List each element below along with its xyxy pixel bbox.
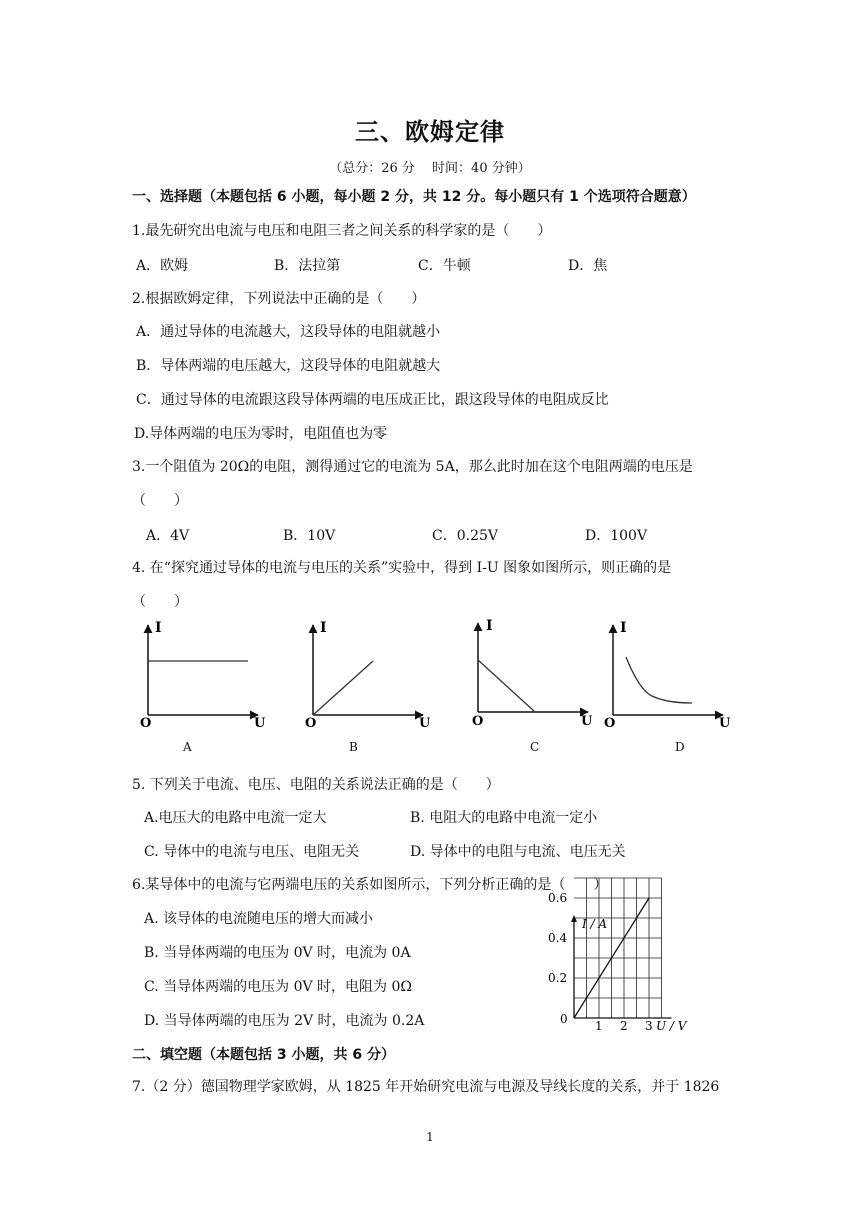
question-3-stem: 3.一个阻值为 20Ω的电阻，测得通过它的电流为 5A，那么此时加在这个电阻两端的电压是: [132, 459, 693, 475]
x-axis-label: U: [719, 716, 731, 731]
graph-b-line: [313, 661, 373, 715]
question-4-stem: 4. 在“探究通过导体的电流与电压的关系”实验中，得到 I-U 图象如图所示，则正确的是: [132, 560, 672, 576]
graph-c-line: [478, 660, 535, 712]
q1-option-a: A．欧姆: [136, 258, 189, 274]
graph-d-curve: [626, 657, 692, 703]
chart-x-tick-label: 3: [645, 1019, 653, 1033]
chart-y-axis-label: I / A: [582, 917, 608, 931]
y-axis-label: I: [486, 618, 493, 634]
chart-x-tick-label: 2: [620, 1019, 628, 1033]
q5-option-c: C. 导体中的电流与电压、电阻无关: [144, 844, 360, 860]
q3-option-c: C．0.25V: [432, 528, 498, 544]
graph-label-d: D: [675, 740, 685, 754]
q4-graph-b: [305, 620, 431, 731]
q3-option-a: A．4V: [146, 528, 190, 544]
section-heading-fill: 二、填空题（本题包括 3 小题，共 6 分）: [132, 1047, 395, 1063]
section-heading-choice: 一、选择题（本题包括 6 小题，每小题 2 分，共 12 分。每小题只有 1 个选项符合题意）: [132, 189, 696, 205]
q1-option-c: C．牛顿: [418, 258, 471, 274]
q6-chart: [540, 891, 700, 1034]
origin-label: O: [140, 716, 152, 731]
q2-option-d: D.导体两端的电压为零时，电阻值也为零: [134, 426, 388, 442]
graph-label-c: C: [530, 740, 540, 754]
x-axis-label: U: [419, 716, 431, 731]
graph-label-a: A: [183, 740, 192, 754]
q2-option-a: A．通过导体的电流越大，这段导体的电阻就越小: [136, 324, 441, 340]
q6-option-c: C. 当导体两端的电压为 0V 时，电阻为 0Ω: [144, 979, 412, 995]
q5-option-a: A.电压大的电路中电流一定大: [144, 810, 327, 826]
q4-graph-c: [472, 618, 593, 729]
q2-option-c: C．通过导体的电流跟这段导体两端的电压成正比，跟这段导体的电阻成反比: [136, 392, 609, 408]
y-axis-label: I: [155, 620, 162, 636]
q1-option-b: B．法拉第: [274, 258, 341, 274]
origin-label: O: [305, 716, 317, 731]
graph-label-b: B: [349, 740, 358, 754]
q1-option-d: D．焦: [568, 258, 608, 274]
question-7-stem: 7.（2 分）德国物理学家欧姆，从 1825 年开始研究电流与电源及导线长度的关系，并于 1826: [132, 1079, 720, 1095]
question-1-stem: 1.最先研究出电流与电压和电阻三者之间关系的科学家的是（ ）: [132, 223, 552, 239]
page-title: 三、欧姆定律: [355, 118, 505, 146]
q4-graph-a: [140, 620, 266, 731]
chart-origin-label: 0: [560, 1012, 568, 1026]
chart-y-tick-label: 0.4: [548, 931, 568, 945]
q2-option-b: B．导体两端的电压越大，这段导体的电阻就越大: [136, 358, 441, 374]
q5-option-b: B. 电阻大的电路中电流一定小: [410, 810, 598, 826]
x-axis-label: U: [581, 714, 593, 729]
page-subtitle: （总分：26 分 时间：40 分钟）: [329, 161, 531, 176]
question-5-stem: 5. 下列关于电流、电压、电阻的关系说法正确的是（ ）: [132, 777, 500, 793]
question-2-stem: 2.根据欧姆定律，下列说法中正确的是（ ）: [132, 291, 426, 307]
q6-option-d: D. 当导体两端的电压为 2V 时，电流为 0.2A: [144, 1013, 425, 1029]
question-6-stem: 6.某导体中的电流与它两端电压的关系如图所示，下列分析正确的是（ ）: [132, 877, 608, 893]
chart-y-tick-label: 0.6: [548, 891, 568, 905]
q3-option-d: D．100V: [585, 528, 648, 544]
chart-x-tick-label: 1: [595, 1019, 603, 1033]
origin-label: O: [472, 714, 484, 729]
y-axis-label: I: [620, 620, 627, 636]
chart-x-axis-label: U / V: [656, 1019, 687, 1033]
question-3-stem-cont: （ ）: [132, 493, 188, 509]
origin-label: O: [604, 716, 616, 731]
q4-graph-d: [604, 620, 731, 731]
q3-option-b: B．10V: [283, 528, 336, 544]
page-number: 1: [426, 1130, 434, 1144]
q6-option-a: A. 该导体的电流随电压的增大而减小: [144, 911, 374, 927]
question-4-stem-cont: （ ）: [132, 594, 188, 610]
y-axis-label: I: [320, 620, 327, 636]
q5-option-d: D. 导体中的电阻与电流、电压无关: [410, 844, 626, 860]
chart-y-axis-arrow: [571, 915, 577, 922]
q4-graphs: [130, 615, 750, 735]
chart-y-tick-label: 0.2: [548, 971, 568, 985]
q6-option-b: B. 当导体两端的电压为 0V 时，电流为 0A: [144, 945, 411, 961]
x-axis-label: U: [254, 716, 266, 731]
